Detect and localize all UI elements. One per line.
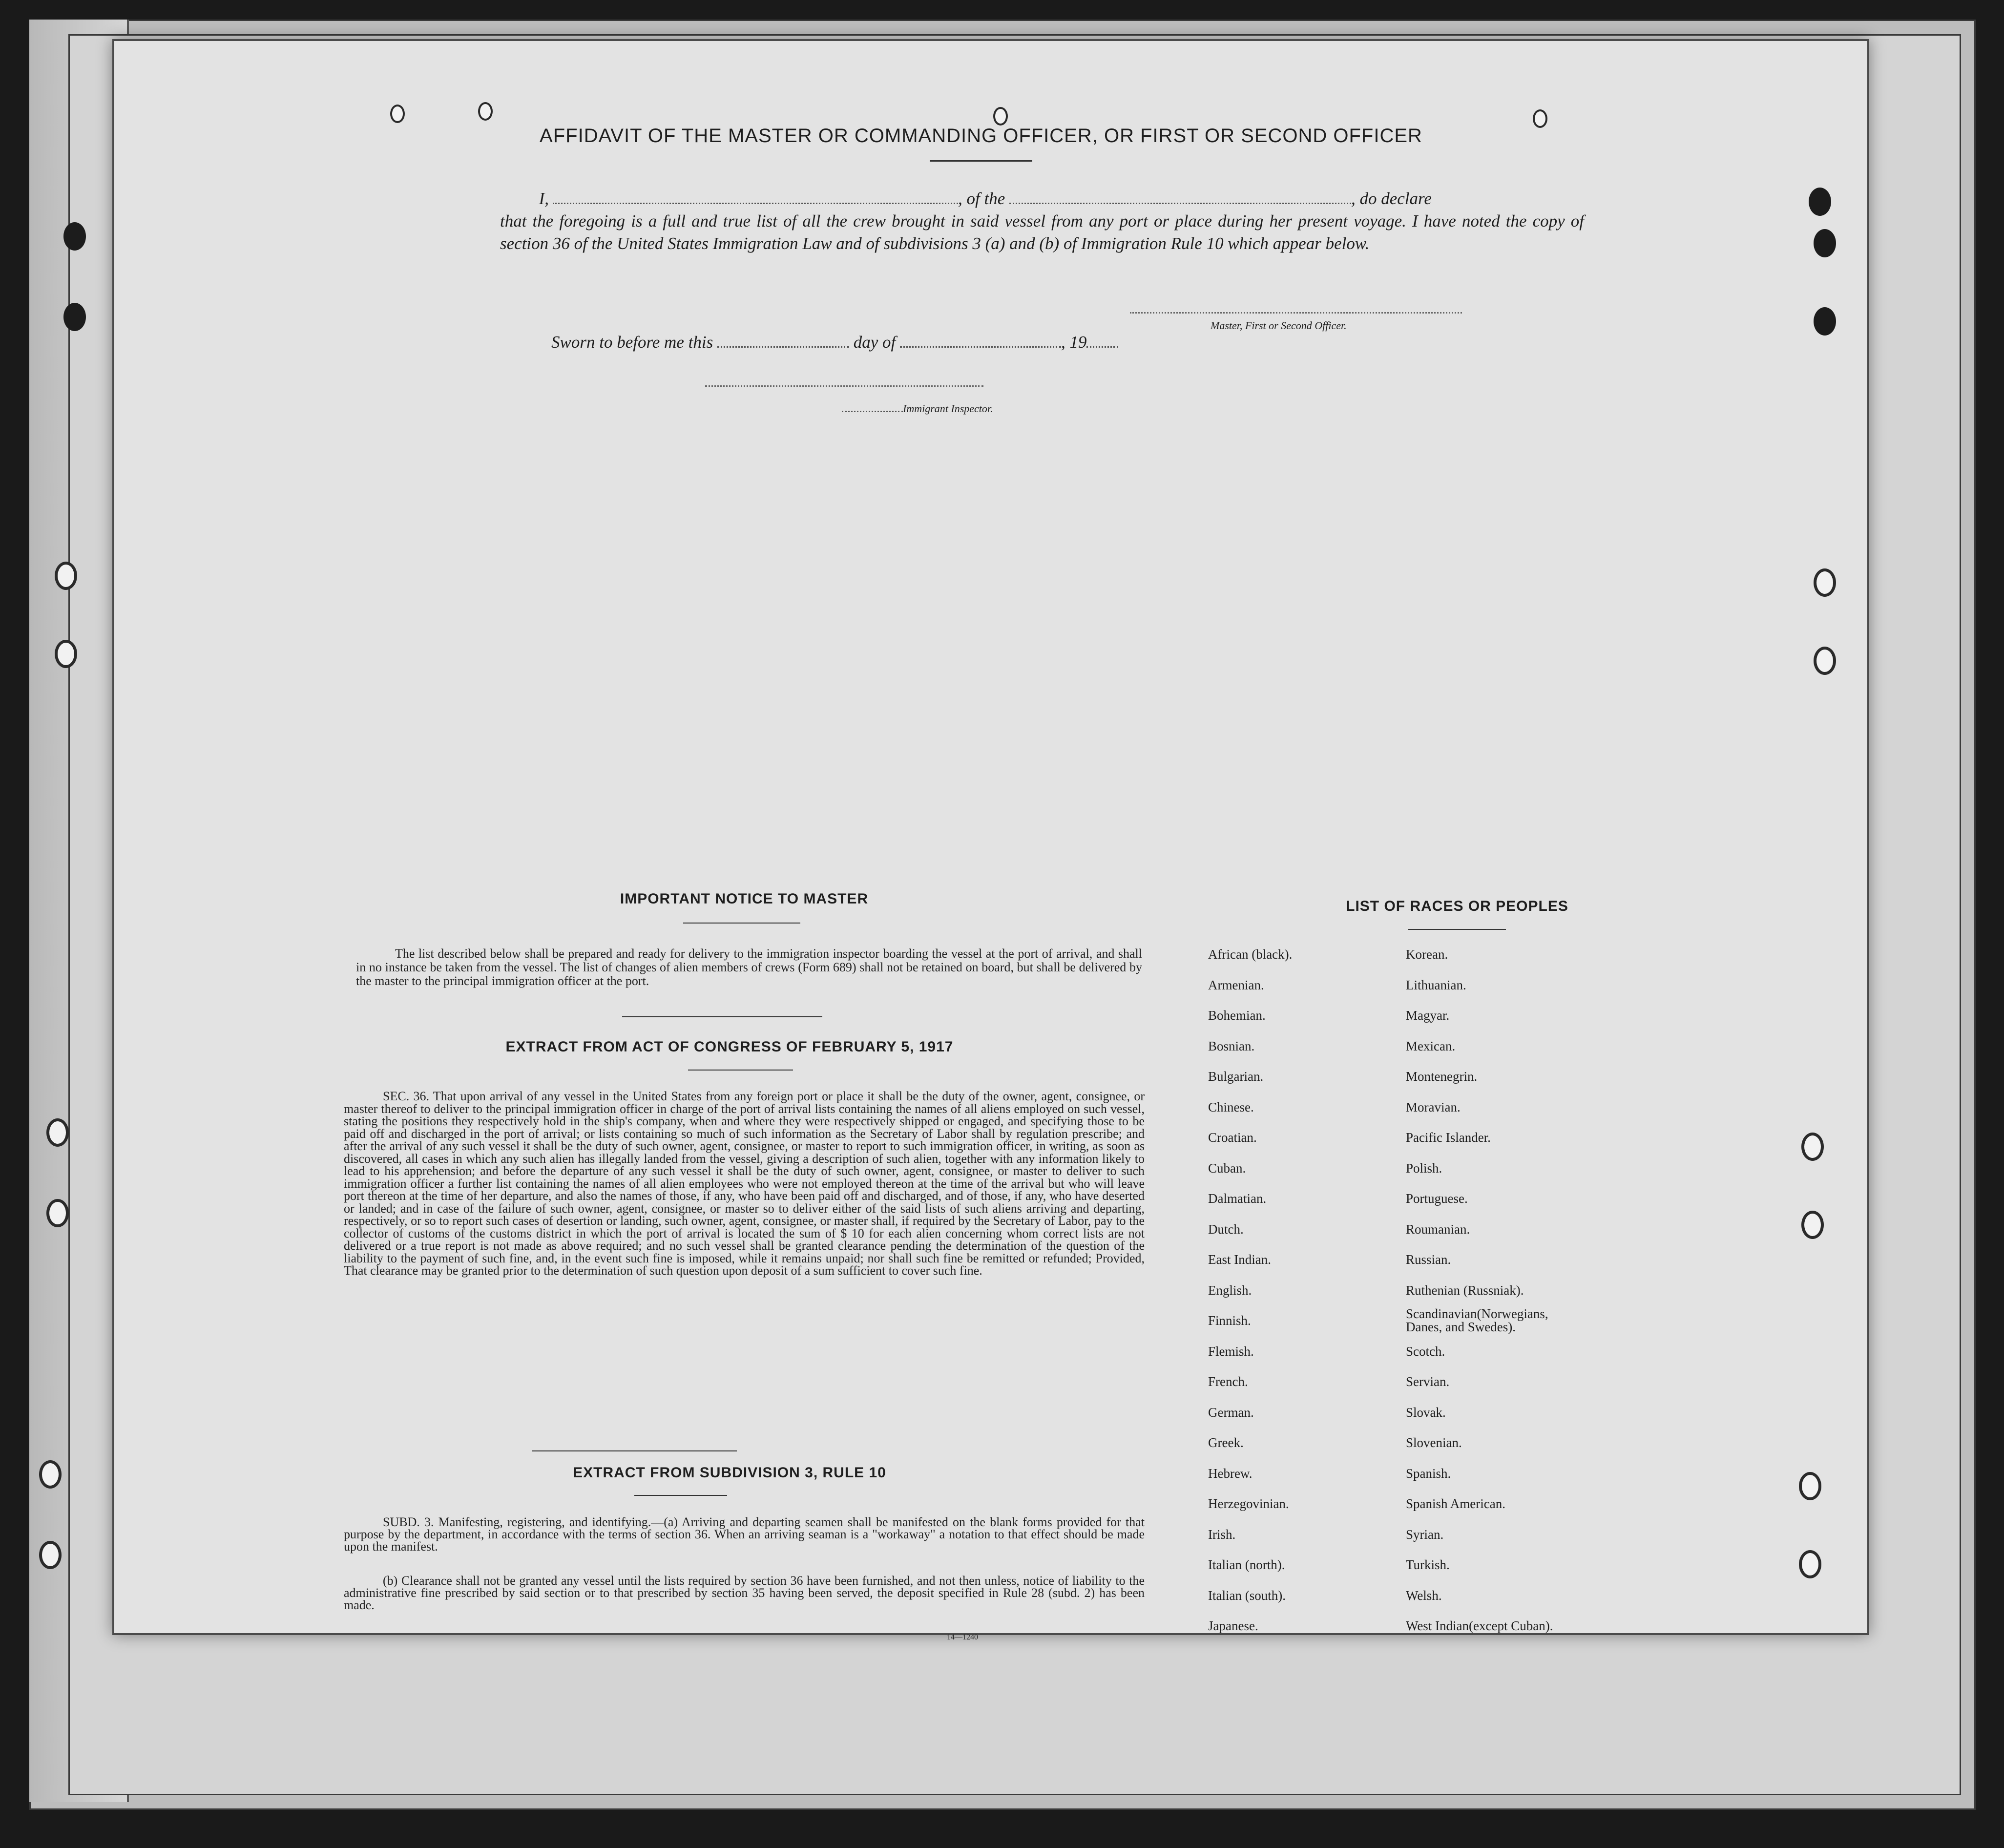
binder-hole	[55, 640, 77, 668]
sworn-day-field[interactable]	[717, 332, 849, 348]
inspector-signature-line[interactable]	[705, 385, 983, 387]
rule-text-a: SUBD. 3. Manifesting, registering, and identifying.—(a) Arriving and departing seamen shall be manifested on the blank forms provided for that purpose by the department, in accordance with the terms of section 36. When an arriving seaman is a "workaway" a notation to that effect should be made upon the manifest.	[344, 1515, 1145, 1554]
form-number: 14—1240	[947, 1633, 978, 1641]
rule-text-b: (b) Clearance shall not be granted any vessel until the lists required by section 36 have been furnished, and not then unless, notice of liability to the administrative fine prescribed by said section or to that prescribed by section 35 having been served, the deposit specified in Rule 28 (subd. 2) has been made.	[344, 1574, 1145, 1612]
race-item: Lithuanian.	[1406, 977, 1466, 992]
rule-rule	[634, 1495, 727, 1496]
signature-caption: Master, First or Second Officer.	[1211, 319, 1347, 332]
race-item: Moravian.	[1406, 1099, 1461, 1114]
punch-hole	[478, 102, 493, 121]
race-item: Bohemian.	[1208, 1008, 1266, 1023]
race-item: Slovenian.	[1406, 1435, 1462, 1450]
race-item: Polish.	[1406, 1160, 1442, 1176]
inspector-caption-text: Immigrant Inspector.	[903, 402, 993, 415]
sworn-label: Sworn to before me this	[551, 333, 713, 352]
race-item: Roumanian.	[1406, 1221, 1470, 1237]
races-heading: LIST OF RACES OR PEOPLES	[1346, 898, 1568, 914]
vessel-label: , of the	[958, 189, 1005, 208]
declarant-label: I,	[539, 189, 549, 208]
races-rule	[1408, 929, 1506, 930]
notice-heading: IMPORTANT NOTICE TO MASTER	[620, 891, 869, 907]
sworn-month-field[interactable]	[900, 332, 1061, 348]
binder-hole	[46, 1118, 69, 1147]
race-item: West Indian(except Cuban).	[1406, 1618, 1553, 1633]
title-rule	[930, 160, 1032, 162]
inspector-caption	[842, 402, 993, 415]
punch-hole	[993, 107, 1008, 126]
declare-label: , do declare	[1351, 189, 1432, 208]
race-item: Dutch.	[1208, 1221, 1244, 1237]
race-item: Slovak.	[1406, 1405, 1446, 1420]
manifest-page	[112, 39, 1869, 1641]
race-item: German.	[1208, 1405, 1254, 1420]
race-item: Scotch.	[1406, 1344, 1445, 1359]
race-item: Magyar.	[1406, 1008, 1450, 1023]
section-divider	[622, 1016, 822, 1017]
race-item: French.	[1208, 1374, 1248, 1389]
race-item: Croatian.	[1208, 1130, 1257, 1145]
binder-hole	[1814, 307, 1836, 336]
act-text: SEC. 36. That upon arrival of any vessel in the United States from any foreign port or place it shall be the duty of the owner, agent, consignee, or master thereof to deliver to the principal immigration officer in charge of the port of arrival lists containing the names of all aliens employed on such vessel, stating the positions they respectively hold in the ship's company, when and where they were respectively shipped or engaged, and specifying those to be paid off and discharged in the port of arrival; or lists containing so much of such information as the Secretary of Labor shall by regulation prescribe; and after the arrival of any such vessel it shall be the duty of such owner, agent, consignee, or master to report to such immigration officer, in writing, as soon as discovered, all cases in which any such alien has illegally landed from the vessel, giving a description of such alien, together with any information likely to lead to his apprehension; and before the departure of any such vessel it shall be the duty of such owner, agent, consignee, or master to deliver to such immigration officer a further list containing the names of all alien employees who were not employed thereon at the time of the arrival but who will leave port thereon at the time of her departure, and also the names of those, if any, who have been paid off and discharged, and of those, if any, who have deserted or landed; and in case of the failure of such owner, agent, consignee, or master so to deliver either of the said lists of such aliens arriving and departing, respectively, or so to report such cases of desertion or landing, such owner, agent, consignee, or master shall, if required by the Secretary of Labor, pay to the collector of customs of the customs district in which the port of arrival is located the sum of $ 10 for each alien concerning whom correct lists are not delivered or a true report is not made as above required; and no such vessel shall be granted clearance pending the determination of the question of the liability to the payment of such fine, and, in the event such fine is imposed, while it remains unpaid; nor shall such fine be remitted or refunded; Provided, That clearance may be granted prior to the determination of such question upon deposit of a sum sufficient to cover such fine.	[344, 1089, 1145, 1278]
binder-hole	[39, 1460, 62, 1489]
race-item: Herzegovinian.	[1208, 1496, 1289, 1511]
rule-heading: EXTRACT FROM SUBDIVISION 3, RULE 10	[573, 1465, 886, 1481]
declaration-text: that the foregoing is a full and true list of all the crew brought in said vessel from any port or place during her present voyage. I have noted the copy of section 36 of the United States Immigration Law and of subdivisions 3 (a) and (b) of Immigration Rule 10 which appear below.	[500, 211, 1584, 253]
sworn-line	[551, 332, 1118, 352]
affidavit-title: AFFIDAVIT OF THE MASTER OR COMMANDING OFFICER, OR FIRST OR SECOND OFFICER	[540, 125, 1422, 147]
race-item: Montenegrin.	[1406, 1069, 1478, 1084]
act-heading: EXTRACT FROM ACT OF CONGRESS OF FEBRUARY 5, 1917	[505, 1039, 954, 1055]
vessel-name-field[interactable]	[1009, 188, 1351, 204]
declarant-name-field[interactable]	[553, 188, 958, 204]
race-item: Welsh.	[1406, 1588, 1442, 1603]
race-item: Bosnian.	[1208, 1038, 1255, 1053]
binder-hole	[1814, 568, 1836, 597]
race-item: East Indian.	[1208, 1252, 1271, 1267]
year-label: , 19	[1061, 333, 1087, 352]
race-item: Chinese.	[1208, 1099, 1254, 1114]
race-item: African (black).	[1208, 947, 1293, 962]
race-item: Italian (north).	[1208, 1557, 1285, 1572]
race-item: Greek.	[1208, 1435, 1244, 1450]
day-of-label: day of	[853, 333, 896, 352]
race-item: Cuban.	[1208, 1160, 1246, 1176]
binder-hole	[1799, 1472, 1821, 1500]
binder-hole	[39, 1541, 62, 1569]
section-divider	[532, 1450, 737, 1451]
binder-hole	[1809, 188, 1831, 216]
race-item: Flemish.	[1208, 1344, 1254, 1359]
notice-text: The list described below shall be prepared and ready for delivery to the immigration inspector boarding the vessel at the port of arrival, and shall in no instance be taken from the vessel. The list of changes of alien members of crews (Form 689) shall not be retained on board, but shall be delivered by the master to the principal immigration officer at the port.	[356, 946, 1142, 988]
binder-hole	[1814, 229, 1836, 257]
sworn-year-field[interactable]	[1086, 332, 1118, 348]
binder-hole	[63, 222, 86, 251]
race-item: Turkish.	[1406, 1557, 1450, 1572]
signature-line[interactable]	[1130, 312, 1462, 314]
race-item: Russian.	[1406, 1252, 1451, 1267]
binder-hole	[1801, 1133, 1824, 1161]
act-rule	[688, 1070, 793, 1071]
inspector-dots	[842, 403, 903, 412]
race-item: Dalmatian.	[1208, 1191, 1267, 1206]
binder-hole	[1799, 1550, 1821, 1578]
race-item: Bulgarian.	[1208, 1069, 1264, 1084]
race-item: Mexican.	[1406, 1038, 1456, 1053]
race-item: Servian.	[1406, 1374, 1450, 1389]
race-item: Ruthenian (Russniak).	[1406, 1282, 1524, 1298]
race-item: Japanese.	[1208, 1618, 1258, 1633]
binder-hole	[1814, 647, 1836, 675]
race-item: Spanish.	[1406, 1466, 1451, 1481]
binder-hole	[63, 303, 86, 331]
binder-hole	[46, 1199, 69, 1227]
race-item: Spanish American.	[1406, 1496, 1505, 1511]
race-item: Syrian.	[1406, 1527, 1444, 1542]
declaration-block	[500, 188, 1584, 255]
punch-hole	[390, 105, 405, 123]
race-item: Scandinavian(Norwegians, Danes, and Swedes).	[1406, 1306, 1548, 1334]
race-item: Korean.	[1406, 947, 1448, 962]
notice-rule	[683, 923, 800, 924]
binder-hole	[1801, 1211, 1824, 1239]
race-item: Hebrew.	[1208, 1466, 1252, 1481]
race-item: English.	[1208, 1282, 1252, 1298]
race-item: Pacific Islander.	[1406, 1130, 1491, 1145]
race-item: Armenian.	[1208, 977, 1264, 992]
race-item: Finnish.	[1208, 1313, 1251, 1328]
binder-hole	[55, 562, 77, 590]
race-item: Irish.	[1208, 1527, 1236, 1542]
race-item: Italian (south).	[1208, 1588, 1286, 1603]
race-item: Portuguese.	[1406, 1191, 1468, 1206]
